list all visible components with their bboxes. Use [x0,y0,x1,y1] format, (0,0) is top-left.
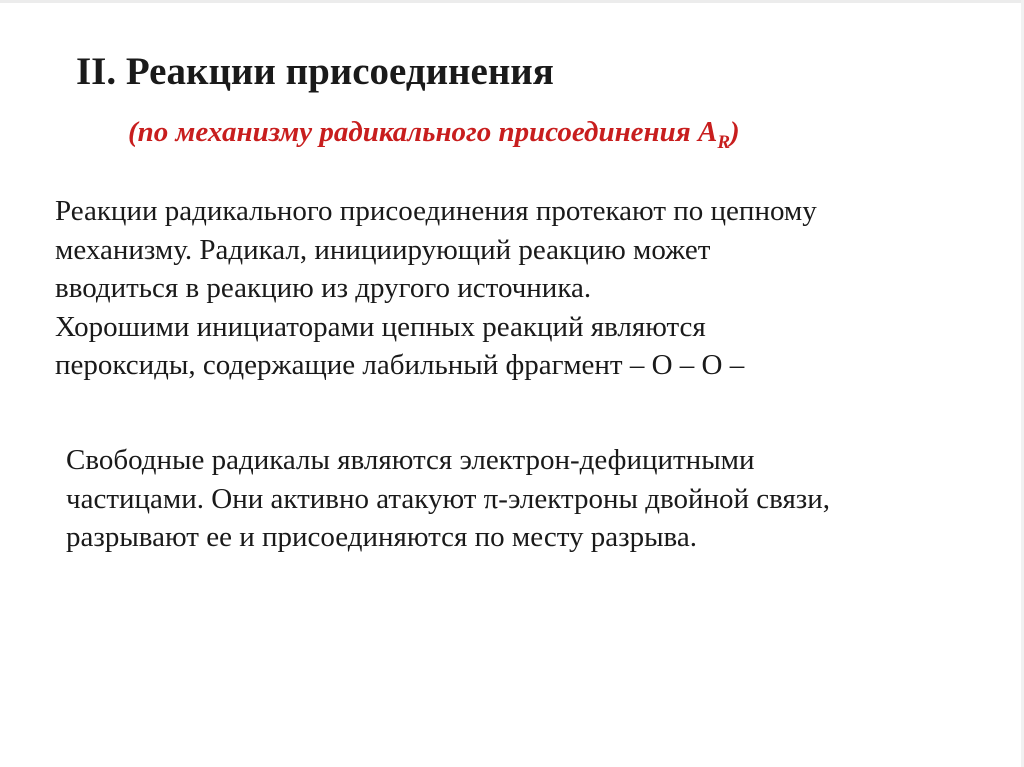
subtitle-subscript: R [717,132,730,153]
paragraph-line: разрывают ее и присоединяются по месту разрыва. [66,521,697,553]
subtitle-suffix: ) [730,116,740,148]
paragraph-line: пероксиды, содержащие лабильный фрагмент – О – О – [55,349,745,381]
subtitle-prefix: (по механизму радикального присоединения A [128,116,718,148]
paragraph-line: Реакции радикального присоединения протекают по цепному [55,195,817,227]
paragraph-chain-mechanism [55,192,817,385]
slide-top-edge [0,0,1024,3]
paragraph-free-radicals [66,441,830,557]
paragraph-line: частицами. Они активно атакуют π-электроны двойной связи, [66,482,831,515]
slide-title: II. Реакции присоединения [76,50,554,93]
slide-subtitle [128,113,740,151]
paragraph-line: Свободные радикалы являются электрон-дефицитными [66,444,755,476]
paragraph-line: вводиться в реакцию из другого источника. [55,272,592,304]
paragraph-line: механизму. Радикал, инициирующий реакцию может [55,233,711,266]
paragraph-line: Хорошими инициаторами цепных реакций являются [55,310,706,343]
